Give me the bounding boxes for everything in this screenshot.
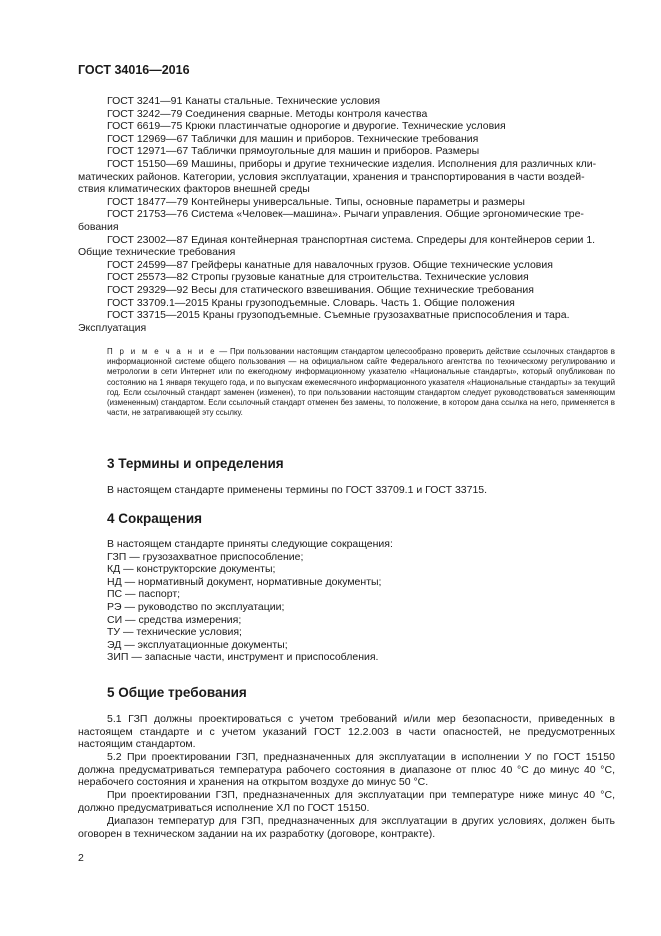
ref-line-continuation: матических районов. Категории, условия эксплуатации, хранения и транспортирования в части воздей- (78, 170, 585, 183)
list-item: ЗИП — запасные части, инструмент и приспособления. (107, 651, 379, 664)
list-item: КД — конструкторские документы; (107, 563, 276, 576)
ref-line: ГОСТ 12971—67 Таблички прямоугольные для машин и приборов. Размеры (107, 145, 480, 158)
abbreviations-list (107, 551, 615, 664)
ref-line: ГОСТ 18477—79 Контейнеры универсальные. Типы, основные параметры и размеры (107, 195, 525, 208)
list-item: РЭ — руководство по эксплуатации; (107, 600, 285, 613)
note-text: — При пользовании настоящим стандартом целесообразно проверить действие ссылочных стандартов в информационной системе общего пользования — на официальном сайте Федерального агентства по техническому регулированию и метрологии в сети Интернет или по ежегодному информационному указателю «Национальные стандарты», который опубликован по состоянию на 1 января текущего года, и по выпускам ежемесячного информационного указателя «Национальные стандарты» за текущий год. Если ссылочный стандарт заменен (изменен), то при пользовании настоящим стандартом следует руководствоваться заменяющим (измененным) стандартом. Если ссылочный стандарт отменен без замены, то положение, в котором дана ссылка на него, применяется в части, не затрагивающей эту ссылку. (107, 347, 615, 418)
ref-line-continuation: бования (78, 220, 119, 233)
ref-line: ГОСТ 33709.1—2015 Краны грузоподъемные. Словарь. Часть 1. Общие положения (107, 296, 515, 309)
list-item: ТУ — технические условия; (107, 626, 242, 639)
list-item: ПС — паспорт; (107, 588, 181, 601)
ref-line-continuation: ствия климатических факторов внешней среды (78, 183, 310, 196)
ref-line-continuation: Общие технические требования (78, 246, 236, 259)
ref-line: ГОСТ 3241—91 Канаты стальные. Технические условия (107, 95, 381, 107)
ref-line: ГОСТ 3242—79 Соединения сварные. Методы контроля качества (107, 107, 428, 120)
section-5-title: 5 Общие требования (107, 685, 247, 700)
section-5-paragraph-2: 5.2 При проектировании ГЗП, предназначенных для эксплуатации в исполнении У по ГОСТ 15150 должна предусматриваться температура рабочего состояния в диапазоне от плюс 40 °С до минус 40 °С, нерабочего состояния и хранения на открытом воздухе до минус 50 °С. (78, 751, 615, 789)
ref-line: ГОСТ 23002—87 Единая контейнерная транспортная система. Спредеры для контейнеров серии 1. (107, 233, 596, 246)
ref-line: ГОСТ 24599—87 Грейферы канатные для навалочных грузов. Общие технические условия (107, 258, 553, 271)
ref-line: ГОСТ 29329—92 Весы для статического взвешивания. Общие технические требования (107, 283, 534, 296)
page-number: 2 (78, 852, 84, 864)
page-header-title: ГОСТ 34016—2016 (78, 63, 190, 77)
section-5-paragraph-4: Диапазон температур для ГЗП, предназначенных для эксплуатации в других условиях, должен быть оговорен в техническом задании на их разработку (договоре, контракте). (78, 815, 615, 840)
list-item: ЭД — эксплуатационные документы; (107, 638, 288, 651)
abbreviations-block (107, 538, 615, 664)
note-paragraph (107, 347, 615, 418)
abbreviations-intro: В настоящем стандарте приняты следующие сокращения: (107, 538, 393, 550)
list-item: НД — нормативный документ, нормативные документы; (107, 575, 382, 588)
ref-line: ГОСТ 12969—67 Таблички для машин и приборов. Технические требования (107, 132, 479, 145)
section-5-paragraph-1: 5.1 ГЗП должны проектироваться с учетом требований и/или мер безопасности, приведенных в настоящем стандарте и с учетом указаний ГОСТ 12.2.003 в части опасностей, не предусмотренных настоящим стандартом. (78, 713, 615, 751)
normative-references-list (78, 95, 615, 334)
section-3-title: 3 Термины и определения (107, 456, 284, 471)
ref-line: ГОСТ 21753—76 Система «Человек—машина». Рычаги управления. Общие эргономические тре- (107, 208, 584, 221)
section-4-title: 4 Сокращения (107, 511, 202, 526)
list-item: СИ — средства измерения; (107, 613, 242, 626)
ref-line: ГОСТ 33715—2015 Краны грузоподъемные. Съемные грузозахватные приспособления и тара. (107, 309, 570, 322)
ref-line: ГОСТ 6619—75 Крюки пластинчатые однорогие и двурогие. Технические условия (107, 120, 506, 133)
section-5-paragraph-3: При проектировании ГЗП, предназначенных для эксплуатации при температуре ниже минус 40 °С, должно предусматриваться исполнение ХЛ по ГОСТ 15150. (78, 789, 615, 814)
ref-line: ГОСТ 15150—69 Машины, приборы и другие технические изделия. Исполнения для различных кли- (107, 157, 597, 170)
ref-line: ГОСТ 25573—82 Стропы грузовые канатные для строительства. Технические условия (107, 271, 529, 284)
note-label: П р и м е ч а н и е (107, 347, 217, 356)
ref-line-continuation: Эксплуатация (78, 321, 147, 334)
section-3-text: В настоящем стандарте применены термины по ГОСТ 33709.1 и ГОСТ 33715. (107, 484, 488, 496)
list-item: ГЗП — грузозахватное приспособление; (107, 550, 304, 563)
